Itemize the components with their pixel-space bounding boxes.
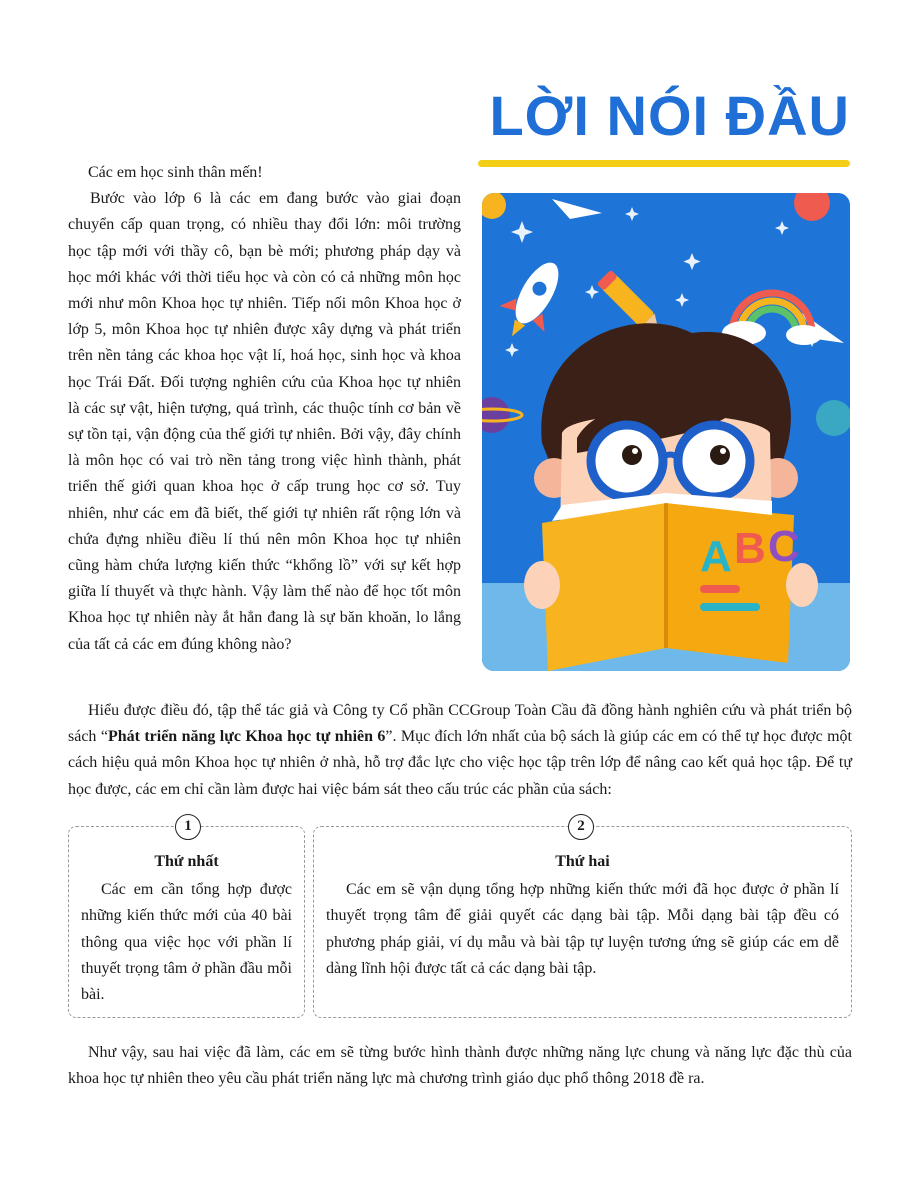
step-number-2: 2 xyxy=(568,814,594,840)
greeting: Các em học sinh thân mến! xyxy=(88,164,263,181)
step-text-1: Các em cần tổng hợp được những kiến thức mới của 40 bài thông qua việc học với phần lí thuyết trọng tâm ở phần đầu mỗi bài. xyxy=(81,881,292,1004)
step-box-1 xyxy=(68,818,305,1018)
title-underline xyxy=(478,160,850,167)
closing-text: Như vậy, sau hai việc đã làm, các em sẽ từng bước hình thành được những năng lực chung và năng lực đặc thù của khoa học tự nhiên theo yêu cầu phát triển năng lực mà chương trình giáo dục phổ thông 2018 đề ra. xyxy=(68,1044,852,1088)
step-number-1: 1 xyxy=(175,814,201,840)
step-heading-1: Thứ nhất xyxy=(154,853,219,870)
purpose-text-start: Hiểu được điều đó, tập thể tác giả và Công ty Cổ phần CCGroup Toàn Cầu đã đồng hành nghiên cứu và phát triển bộ sách “ xyxy=(68,702,852,746)
illustration-child-reading-book xyxy=(482,193,850,671)
intro-paragraph: Bước vào lớp 6 là các em đang bước vào giai đoạn chuyển cấp quan trọng, có nhiều thay đổi lớn: môi trường học tập mới với thầy cô, bạn bè mới; phương pháp dạy và học mới khác với thời tiểu học và còn có cả những môn học mới như môn Khoa học tự nhiên. Tiếp nối môn Khoa học ở lớp 5, môn Khoa học tự nhiên được xây dựng và phát triển trên nền tảng các khoa học vật lí, hoá học, sinh học và khoa học Trái Đất. Đối tượng nghiên cứu của Khoa học tự nhiên là các sự vật, hiện tượng, quá trình, các thuộc tính cơ bản về sự tồn tại, vận động của thế giới tự nhiên. Bởi vậy, đây chính là môn học có vai trò nền tảng trong việc hình thành, phát triển thế giới quan khoa học ở cấp trung học cơ sở. Tuy nhiên, như các em đã biết, thế giới tự nhiên rất rộng lớn và chứa đựng nhiều điều lí thú nên môn Khoa học tự nhiên cũng hàm chứa lượng kiến thức “khổng lồ” với sự kết hợp giữa lí thuyết và thực hành. Vậy làm thế nào để học tốt môn Khoa học tự nhiên này ắt hẳn đang là sự băn khoăn, lo lắng của tất cả các em đúng không nào? xyxy=(68,190,461,653)
intro-column xyxy=(68,160,461,658)
book-letter-b: B xyxy=(734,524,766,573)
step-text-2: Các em sẽ vận dụng tổng hợp những kiến thức mới đã học được ở phần lí thuyết trọng tâm để giải quyết các dạng bài tập. Mỗi dạng bài tập đều có phương pháp giải, ví dụ mẫu và bài tập tự luyện tương ứng sẽ giúp các em dễ dàng lĩnh hội được tất cả các dạng bài tập. xyxy=(326,881,839,977)
page-title: LỜI NÓI ĐẦU xyxy=(489,84,850,147)
illustration-svg xyxy=(482,193,850,671)
book-title: Phát triển năng lực Khoa học tự nhiên 6 xyxy=(107,728,386,746)
purpose-paragraph xyxy=(68,698,852,803)
purpose-text-end: ”. Mục đích lớn nhất của bộ sách là giúp các em có thể tự học được một cách hiệu quả môn Khoa học tự nhiên ở nhà, hỗ trợ đắc lực cho việc học tập trên lớp để nâng cao kết quả học tập. Để tự học được, các em chỉ cần làm được hai việc bám sát theo cấu trúc các phần của sách: xyxy=(68,728,853,798)
step-box-2 xyxy=(313,818,852,1018)
book-letter-a: A xyxy=(700,532,732,581)
step-heading-2: Thứ hai xyxy=(555,853,610,870)
closing-paragraph xyxy=(68,1040,852,1092)
book-letter-c: C xyxy=(768,522,800,571)
